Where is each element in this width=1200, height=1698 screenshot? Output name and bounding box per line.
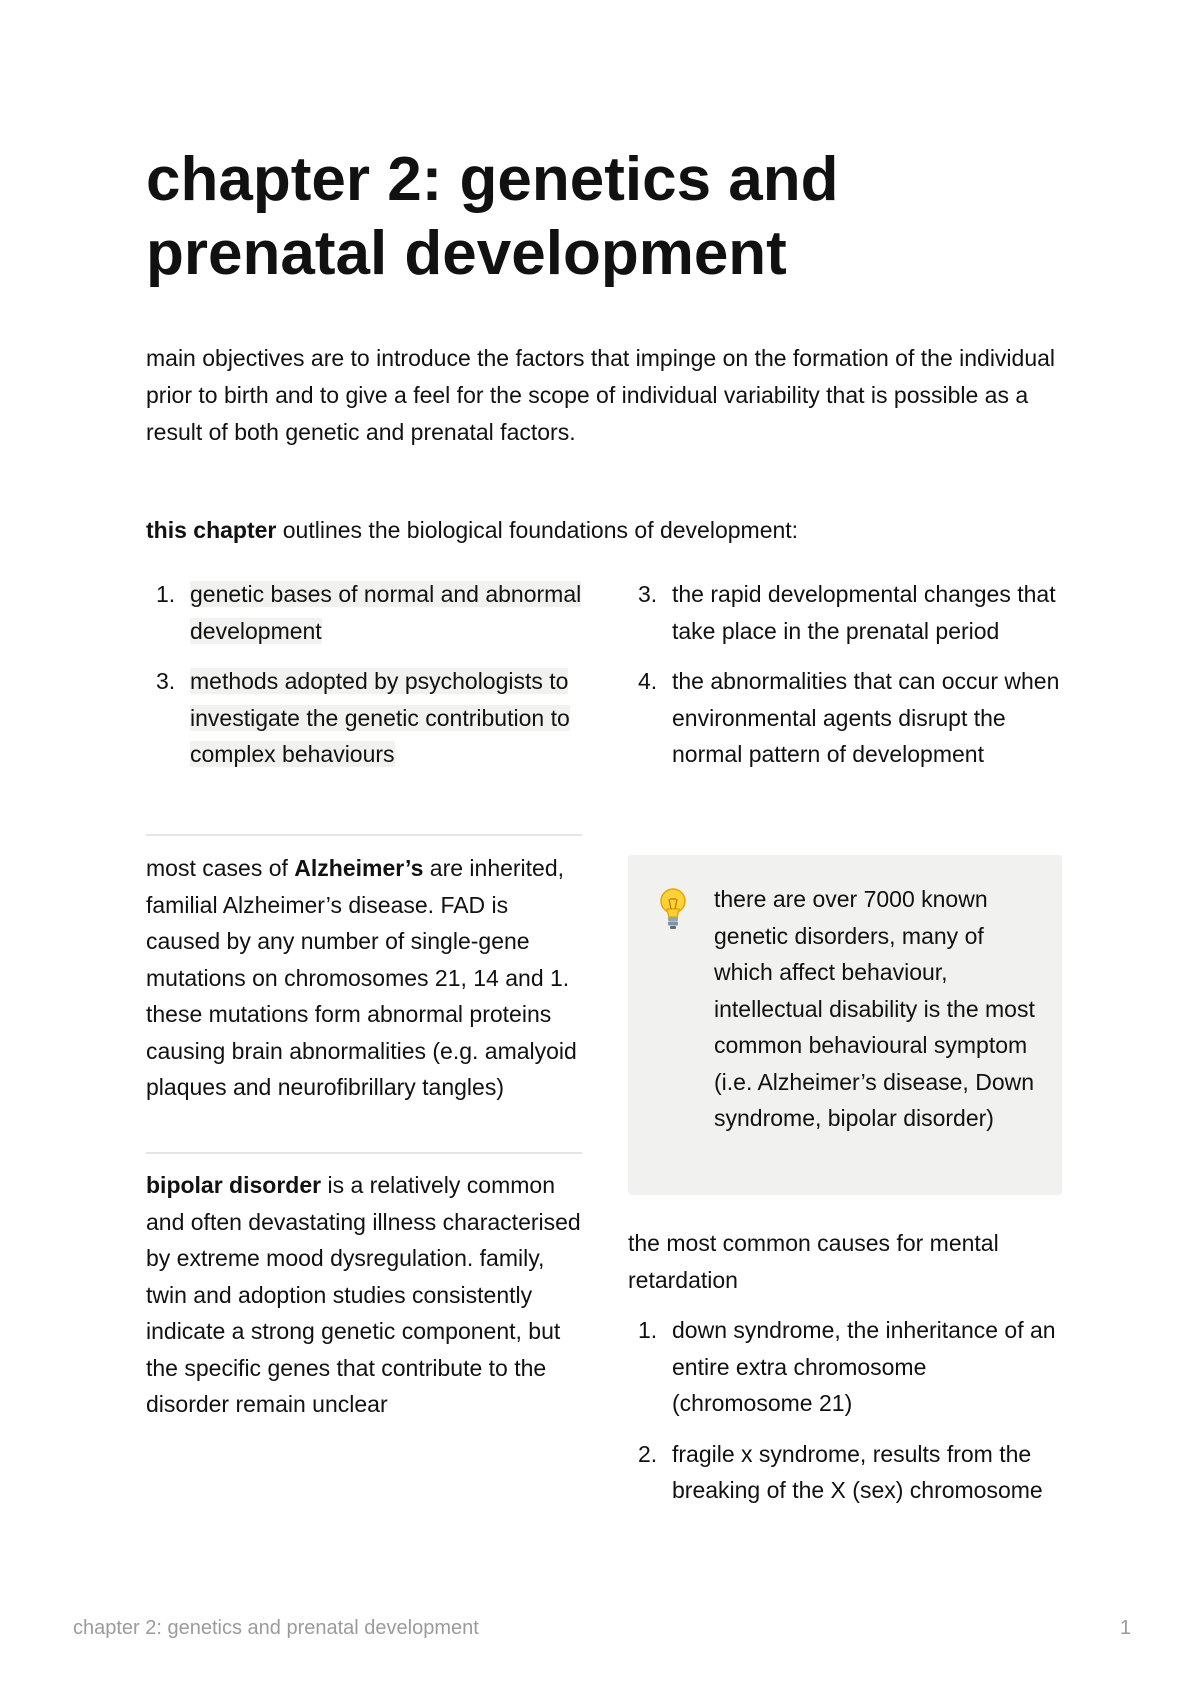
callout-text: there are over 7000 known genetic disorders, many of which affect behaviour, intellectual disability is the most common behavioural symptom (i.e. Alzheimer’s disease, Down syndrome, bipolar disorder) [714,886,1035,1131]
footer-title: chapter 2: genetics and prenatal development [73,1617,479,1639]
callout-box [628,855,1062,1195]
list-item [146,663,582,773]
list-number: 3. [638,581,658,607]
intro-paragraph: main objectives are to introduce the factors that impinge on the formation of the individual prior to birth and to give a feel for the scope of individual variability that is possible as a result of both genetic and prenatal factors. [146,345,1056,445]
list-item-text: methods adopted by psychologists to investigate the genetic contribution to complex behaviours [190,668,570,767]
bipolar-paragraph [146,1167,582,1423]
list-number: 2. [638,1440,658,1467]
outline-list-right [628,576,1062,787]
list-item-text: fragile x syndrome, results from the breaking of the X (sex) chromosome [672,1440,1043,1503]
page-number: 1 [1120,1617,1132,1639]
list-item-text: down syndrome, the inheritance of an entire extra chromosome (chromosome 21) [672,1317,1056,1416]
list-number: 1. [638,1317,658,1343]
list-item-text: the abnormalities that can occur when environmental agents disrupt the normal pattern of development [672,668,1060,767]
list-item [628,1436,1062,1509]
page-title: chapter 2: genetics and prenatal development [146,145,839,288]
lightbulb-icon [658,887,688,931]
causes-section [628,1225,1062,1523]
causes-heading: the most common causes for mental retardation [628,1230,999,1293]
alzheimers-bold: Alzheimer’s [294,855,424,881]
bipolar-text: is a relatively common and often devastating illness characterised by extreme mood dysregulation. family, twin and adoption studies consistently indicate a strong genetic component, but the specific genes that contribute to the disorder remain unclear [146,1172,581,1417]
list-number: 1. [156,581,176,607]
list-number: 3. [156,668,176,694]
list-item [628,576,1062,649]
list-item [146,576,582,649]
list-item-text: genetic bases of normal and abnormal development [190,581,582,644]
list-item-text: the rapid developmental changes that take place in the prenatal period [672,581,1056,644]
list-item [628,1312,1062,1422]
divider [146,834,582,836]
list-number: 4. [638,668,658,694]
alzheimers-pre: most cases of [146,855,295,881]
divider [146,1152,582,1154]
alzheimers-text: are inherited, familial Alzheimer’s disease. FAD is caused by any number of single-gene mutations on chromosomes 21, 14 and 1. these mutations form abnormal proteins causing brain abnormalities (e.g. amalyoid plaques and neurofibrillary tangles) [146,855,577,1100]
outline-lead-bold: this chapter [146,517,277,543]
list-item [628,663,1062,773]
outline-lead [146,512,798,549]
outline-lead-text: outlines the biological foundations of development: [276,517,799,543]
bipolar-bold: bipolar disorder [146,1172,322,1198]
alzheimers-paragraph [146,850,582,1106]
outline-list-left [146,576,582,787]
